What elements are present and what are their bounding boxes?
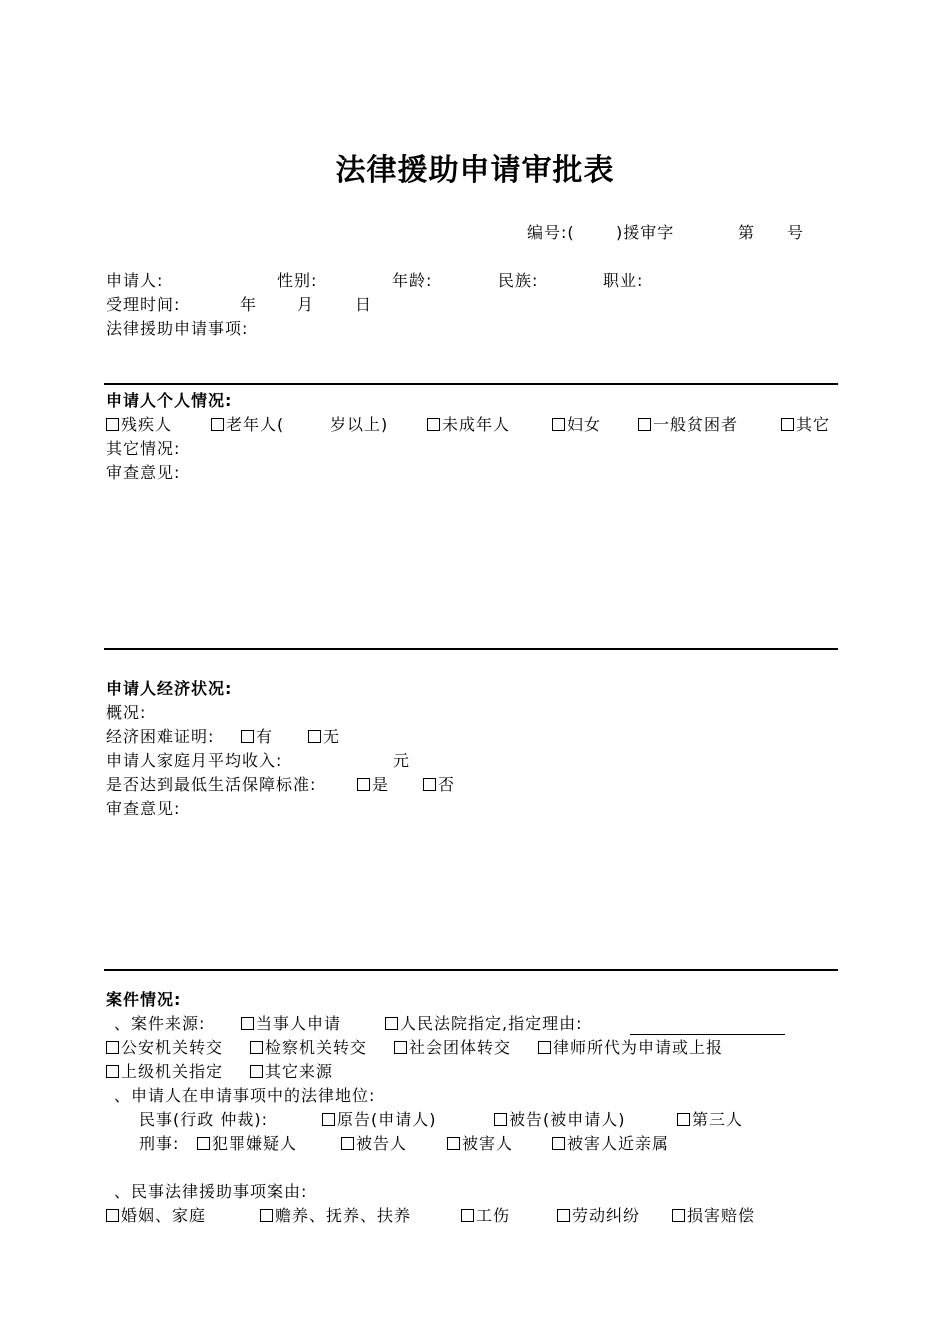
section-divider (104, 383, 838, 385)
proof-no-option[interactable]: 无 (308, 725, 340, 749)
source-party-option[interactable]: 当事人申请 (241, 1012, 341, 1036)
checkbox[interactable] (557, 1209, 570, 1222)
cause-support-option[interactable]: 赡养、抚养、扶养 (260, 1204, 411, 1228)
checkbox[interactable] (538, 1041, 551, 1054)
year-label: 年 (240, 295, 258, 314)
option-women[interactable]: 妇女 (552, 413, 601, 437)
checkbox[interactable] (341, 1137, 354, 1150)
checkbox[interactable] (385, 1017, 398, 1030)
checkbox[interactable] (241, 730, 254, 743)
serial-mid: )援审字 (616, 223, 675, 242)
checkbox[interactable] (106, 1209, 119, 1222)
checkbox[interactable] (106, 418, 119, 431)
serial-di: 第 (738, 223, 756, 242)
checkbox[interactable] (494, 1113, 507, 1126)
hardship-proof-label: 经济困难证明: (106, 727, 215, 746)
criminal-defendant-option[interactable]: 被告人 (341, 1132, 407, 1156)
occupation-label: 职业: (603, 271, 644, 290)
checkbox[interactable] (781, 418, 794, 431)
source-superior-option[interactable]: 上级机关指定 (106, 1060, 223, 1084)
checkbox[interactable] (638, 418, 651, 431)
checkbox[interactable] (250, 1065, 263, 1078)
age-label: 年龄: (392, 271, 433, 290)
checkbox[interactable] (552, 1137, 565, 1150)
serial-prefix: 编号:( (527, 223, 575, 242)
economic-heading: 申请人经济状况: (106, 679, 233, 698)
source-court-option[interactable]: 人民法院指定,指定理由: (385, 1012, 582, 1036)
income-unit: 元 (393, 751, 411, 770)
cause-marriage-option[interactable]: 婚姻、家庭 (106, 1204, 206, 1228)
option-elderly[interactable]: 老年人( (211, 413, 284, 437)
civil-plaintiff-option[interactable]: 原告(申请人) (322, 1108, 437, 1132)
overview-label: 概况: (106, 703, 147, 722)
accept-time-label: 受理时间: (106, 295, 181, 314)
checkbox[interactable] (308, 730, 321, 743)
checkbox[interactable] (394, 1041, 407, 1054)
criminal-victim-option[interactable]: 被害人 (447, 1132, 513, 1156)
source-procuratorate-option[interactable]: 检察机关转交 (250, 1036, 367, 1060)
min-standard-label: 是否达到最低生活保障标准: (106, 775, 317, 794)
source-police-option[interactable]: 公安机关转交 (106, 1036, 223, 1060)
civil-label: 民事(行政 仲裁): (139, 1110, 268, 1129)
checkbox[interactable] (260, 1209, 273, 1222)
checkbox[interactable] (106, 1041, 119, 1054)
checkbox[interactable] (427, 418, 440, 431)
checkbox[interactable] (250, 1041, 263, 1054)
designation-reason-underline (630, 1034, 785, 1035)
applicant-name-label: 申请人: (106, 271, 164, 290)
cause-damages-option[interactable]: 损害赔偿 (672, 1204, 755, 1228)
proof-yes-option[interactable]: 有 (241, 725, 273, 749)
civil-defendant-option[interactable]: 被告(被申请人) (494, 1108, 626, 1132)
serial-hao: 号 (787, 223, 805, 242)
day-label: 日 (355, 295, 373, 314)
criminal-victim-relative-option[interactable]: 被害人近亲属 (552, 1132, 669, 1156)
personal-heading: 申请人个人情况: (106, 391, 233, 410)
other-situation-label: 其它情况: (106, 439, 181, 458)
checkbox[interactable] (211, 418, 224, 431)
checkbox[interactable] (357, 778, 370, 791)
checkbox[interactable] (241, 1017, 254, 1030)
matter-label: 法律援助申请事项: (106, 319, 249, 338)
checkbox[interactable] (672, 1209, 685, 1222)
gender-label: 性别: (277, 271, 318, 290)
option-elderly-age-suffix: 岁以上) (330, 415, 389, 434)
case-heading: 案件情况: (106, 990, 182, 1009)
cause-work-injury-option[interactable]: 工伤 (461, 1204, 510, 1228)
standard-no-option[interactable]: 否 (423, 773, 455, 797)
checkbox[interactable] (322, 1113, 335, 1126)
section-divider (104, 648, 838, 650)
case-source-label: 、案件来源: (114, 1014, 206, 1033)
source-other-option[interactable]: 其它来源 (250, 1060, 333, 1084)
checkbox[interactable] (423, 778, 436, 791)
economic-review-label: 审查意见: (106, 799, 181, 818)
civil-cause-label: 、民事法律援助事项案由: (114, 1182, 308, 1201)
source-law-firm-option[interactable]: 律师所代为申请或上报 (538, 1036, 723, 1060)
legal-status-label: 、申请人在申请事项中的法律地位: (114, 1086, 376, 1105)
criminal-suspect-option[interactable]: 犯罪嫌疑人 (197, 1132, 297, 1156)
checkbox[interactable] (461, 1209, 474, 1222)
option-disabled[interactable]: 残疾人 (106, 413, 172, 437)
personal-review-label: 审查意见: (106, 463, 181, 482)
standard-yes-option[interactable]: 是 (357, 773, 389, 797)
checkbox[interactable] (677, 1113, 690, 1126)
month-label: 月 (297, 295, 315, 314)
ethnic-label: 民族: (498, 271, 539, 290)
income-label: 申请人家庭月平均收入: (106, 751, 283, 770)
civil-third-party-option[interactable]: 第三人 (677, 1108, 743, 1132)
checkbox[interactable] (447, 1137, 460, 1150)
option-poor[interactable]: 一般贫困者 (638, 413, 738, 437)
option-other[interactable]: 其它 (781, 413, 830, 437)
checkbox[interactable] (197, 1137, 210, 1150)
cause-labor-dispute-option[interactable]: 劳动纠纷 (557, 1204, 640, 1228)
section-divider (104, 969, 838, 971)
checkbox[interactable] (106, 1065, 119, 1078)
form-title: 法律援助申请审批表 (335, 153, 615, 188)
option-minor[interactable]: 未成年人 (427, 413, 510, 437)
criminal-label: 刑事: (139, 1134, 180, 1153)
source-social-group-option[interactable]: 社会团体转交 (394, 1036, 511, 1060)
checkbox[interactable] (552, 418, 565, 431)
